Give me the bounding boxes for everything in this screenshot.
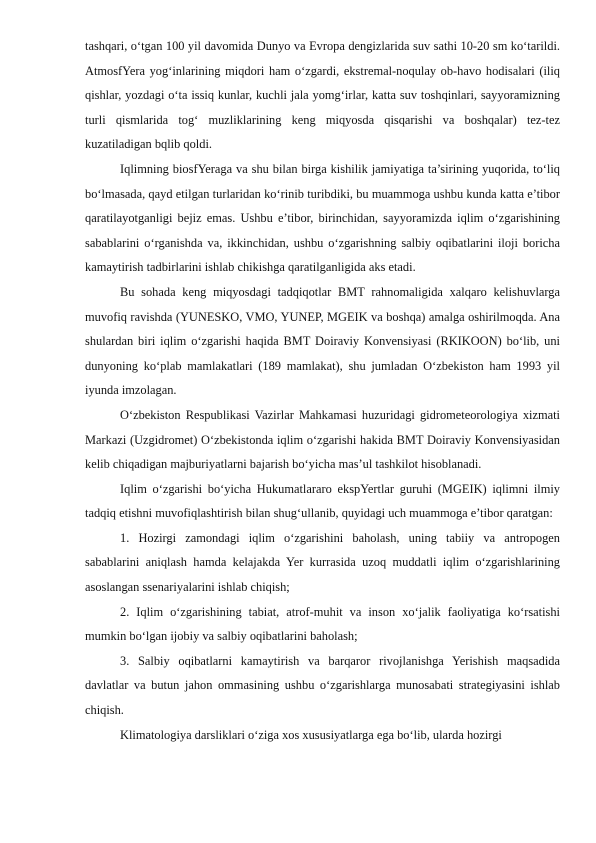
paragraph-continuation: tashqari, o‘tgan 100 yil davomida Dunyo va Evropa dengizlarida suv sathi 10-20 sm ko‘tarildi. AtmosfYera yog‘inlarining miqdori ham o‘zgardi, ekstremal-noqulay ob-havo hodisalari (iliq qishlar, yozdagi o‘ta issiq kunlar, kuchli jala yomg‘irlar, katta suv toshqinlari, sayyoramizning turli qismlarida tog‘ muzliklarining keng miqyosda qisqarishi va boshqalar) tez-tez kuzatiladigan bqlib qoldi. (85, 39, 560, 152)
paragraph-ipcc-intro: Iqlim o‘zgarishi bo‘yicha Hukumatlararo ekspYertlar guruhi (MGEIK) iqlimni ilmiy tadqiq etishni muvofiqlashtirish bilan shug‘ullanib, quyidagi uch muammoga e’tibor qaratgan: (85, 481, 560, 521)
list-item-3: 3. Salbiy oqibatlarni kamaytirish va barqaror rivojlanishga Yerishish maqsadida davlatlar va butun jahon ommasining ushbu o‘zgarishlarga munosabati strategiyasini ishlab chiqish. (85, 653, 560, 718)
paragraph-uzgidromet: O‘zbekiston Respublikasi Vazirlar Mahkamasi huzuridagi gidrometeorologiya xizmati Markazi (Uzgidromet) O‘zbekistonda iqlim o‘zgarishi hakida BMT Doiraviy Konvensiyasidan kelib chiqadigan majburiyatlarni bajarish bo‘yicha mas’ul tashkilot hisoblanadi. (85, 407, 560, 472)
list-item-2: 2. Iqlim o‘zgarishining tabiat, atrof-muhit va inson xo‘jalik faoliyatiga ko‘rsatishi mumkin bo‘lgan ijobiy va salbiy oqibatlarini baholash; (85, 604, 560, 644)
paragraph-un-research: Bu sohada keng miqyosdagi tadqiqotlar BMT rahnomaligida xalqaro kelishuvlarga muvofiq ravishda (YUNESKO, VMO, YUNEP, MGEIK va boshqa) amalga oshirilmoqda. Ana shulardan biri iqlim o‘zgarishi haqida BMT Doiraviy Konvensiyasi (RKIKOON) bo‘lib, uni dunyoning ko‘plab mamlakatlari (189 mamlakat), shu jumladan O‘zbekiston ham 1993 yil iyunda imzolagan. (85, 284, 560, 398)
list-item-1: 1. Hozirgi zamondagi iqlim o‘zgarishini baholash, uning tabiiy va antropogen sabablarini aniqlash hamda kelajakda Yer kurrasida uzoq muddatli iqlim o‘zgarishlarining asoslangan ssenariyalarini ishlab chiqish; (85, 530, 560, 595)
paragraph-biosphere-impact: Iqlimning biosfYeraga va shu bilan birga kishilik jamiyatiga ta’sirining yuqorida, to‘liq bo‘lmasada, qayd etilgan turlaridan ko‘rinib turibdiki, bu muammoga ushbu kunda katta e’tibor qaratilayotganligi bejiz emas. Ushbu e’tibor, birinchidan, sayyoramizda iqlim o‘zgarishining sabablarini o‘rganishda va, ikkinchidan, ushbu o‘zgarishning salbiy oqibatlarini iloji boricha kamaytirish tadbirlarini ishlab chikishga qaratilganligida aks etadi. (85, 161, 560, 275)
document-page (85, 34, 560, 747)
paragraph-climatology-textbooks: Klimatologiya darsliklari o‘ziga xos xususiyatlarga ega bo‘lib, ularda hozirgi (120, 727, 502, 742)
